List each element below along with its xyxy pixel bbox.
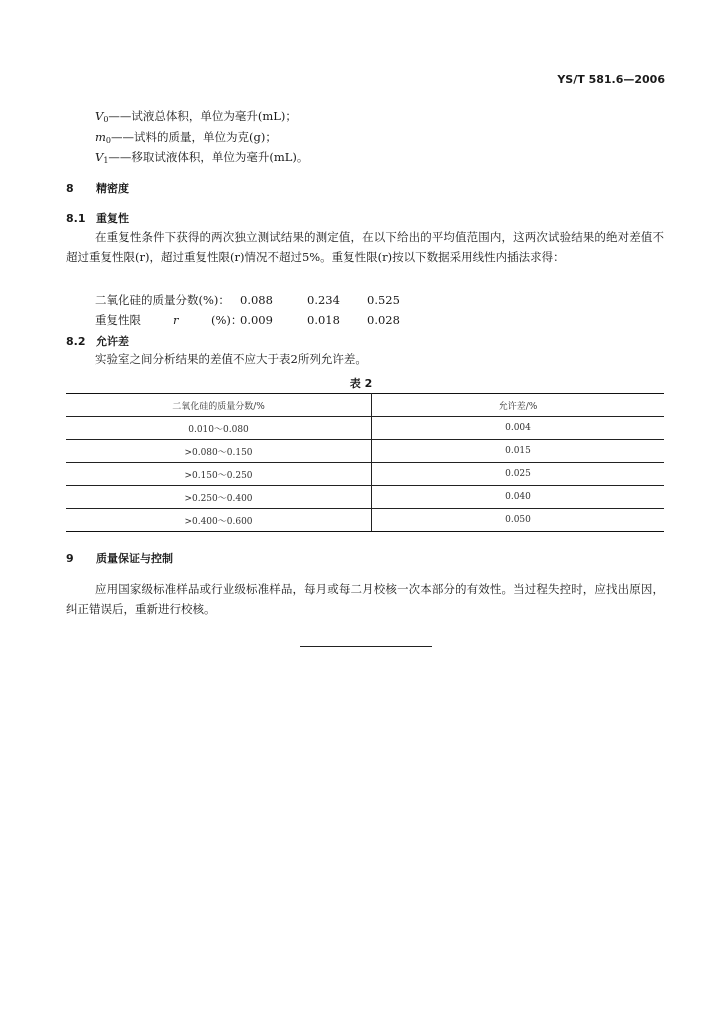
variable-text: ——试液总体积，单位为毫升(mL)；: [108, 109, 297, 123]
variable-symbol: V: [95, 109, 104, 123]
table-cell: 0.015: [372, 440, 665, 463]
section-number: 8.2: [66, 335, 86, 348]
table-header-cell: 允许差/%: [372, 394, 665, 417]
row-symbol: r: [173, 313, 179, 327]
table-cell: 0.040: [372, 486, 665, 509]
quality-control-paragraph: 应用国家级标准样品或行业级标准样品，每月或每二月校核一次本部分的有效性。当过程失控时，应找出原因，纠正错误后，重新进行校核。: [66, 582, 664, 616]
table-row: [66, 417, 664, 440]
table-row: [66, 509, 664, 532]
row-value: 0.234: [307, 293, 340, 307]
variable-subscript: 0: [105, 136, 111, 145]
table-cell: 0.004: [372, 417, 665, 440]
table-cell: 0.025: [372, 463, 665, 486]
section-title: 精密度: [96, 182, 129, 195]
table-cell: >0.250～0.400: [66, 486, 372, 509]
section-number: 8.1: [66, 212, 86, 225]
section-8-2-heading: [66, 333, 129, 349]
section-9-heading: [66, 550, 173, 566]
repeatability-paragraph: 在重复性条件下获得的两次独立测试结果的测定值，在以下给出的平均值范围内，这两次试验结果的绝对差值不超过重复性限(r)，超过重复性限(r)情况不超过5%。重复性限(r)按以下数据采用线性内插法求得：: [66, 230, 664, 264]
table-cell: 0.050: [372, 509, 665, 532]
variable-subscript: 0: [103, 115, 109, 124]
tolerance-table: [66, 393, 664, 532]
table-caption: 表 2: [349, 377, 373, 390]
tolerance-paragraph: 实验室之间分析结果的差值不应大于表2所列允许差。: [95, 352, 367, 366]
table-cell: 0.010～0.080: [66, 417, 372, 440]
variable-text: ——试料的质量，单位为克(g)；: [111, 130, 277, 144]
variable-v0-definition: [95, 108, 297, 124]
row-value: 0.009: [240, 313, 273, 327]
section-8-heading: [66, 180, 129, 196]
row-value: 0.018: [307, 313, 340, 327]
table-row: [66, 486, 664, 509]
variable-m0-definition: [95, 129, 277, 145]
section-8-1-heading: [66, 210, 129, 226]
table-cell: >0.150～0.250: [66, 463, 372, 486]
variable-subscript: 1: [103, 156, 109, 165]
section-title: 重复性: [96, 212, 129, 225]
table-row: [66, 463, 664, 486]
table-cell: >0.080～0.150: [66, 440, 372, 463]
row-label: 二氧化硅的质量分数(%)：: [95, 293, 230, 307]
row-value: 0.088: [240, 293, 273, 307]
section-title: 允许差: [96, 335, 129, 348]
table-header-cell: 二氧化硅的质量分数/%: [66, 394, 372, 417]
section-number: 9: [66, 552, 74, 565]
table-row: [66, 440, 664, 463]
repeatability-mass-fraction-row: [95, 292, 400, 308]
repeatability-limit-row: [95, 312, 400, 328]
end-rule: [300, 646, 432, 647]
table-cell: >0.400～0.600: [66, 509, 372, 532]
variable-symbol: m: [95, 130, 106, 144]
row-unit: (%)：: [211, 313, 243, 327]
row-label: 重复性限: [95, 313, 141, 327]
standard-number: YS/T 581.6—2006: [557, 73, 665, 86]
row-value: 0.028: [367, 313, 400, 327]
variable-text: ——移取试液体积，单位为毫升(mL)。: [108, 150, 309, 164]
row-value: 0.525: [367, 293, 400, 307]
section-title: 质量保证与控制: [96, 552, 173, 565]
section-number: 8: [66, 182, 74, 195]
table-header-row: [66, 394, 664, 417]
variable-symbol: V: [95, 150, 104, 164]
variable-v1-definition: [95, 149, 308, 165]
